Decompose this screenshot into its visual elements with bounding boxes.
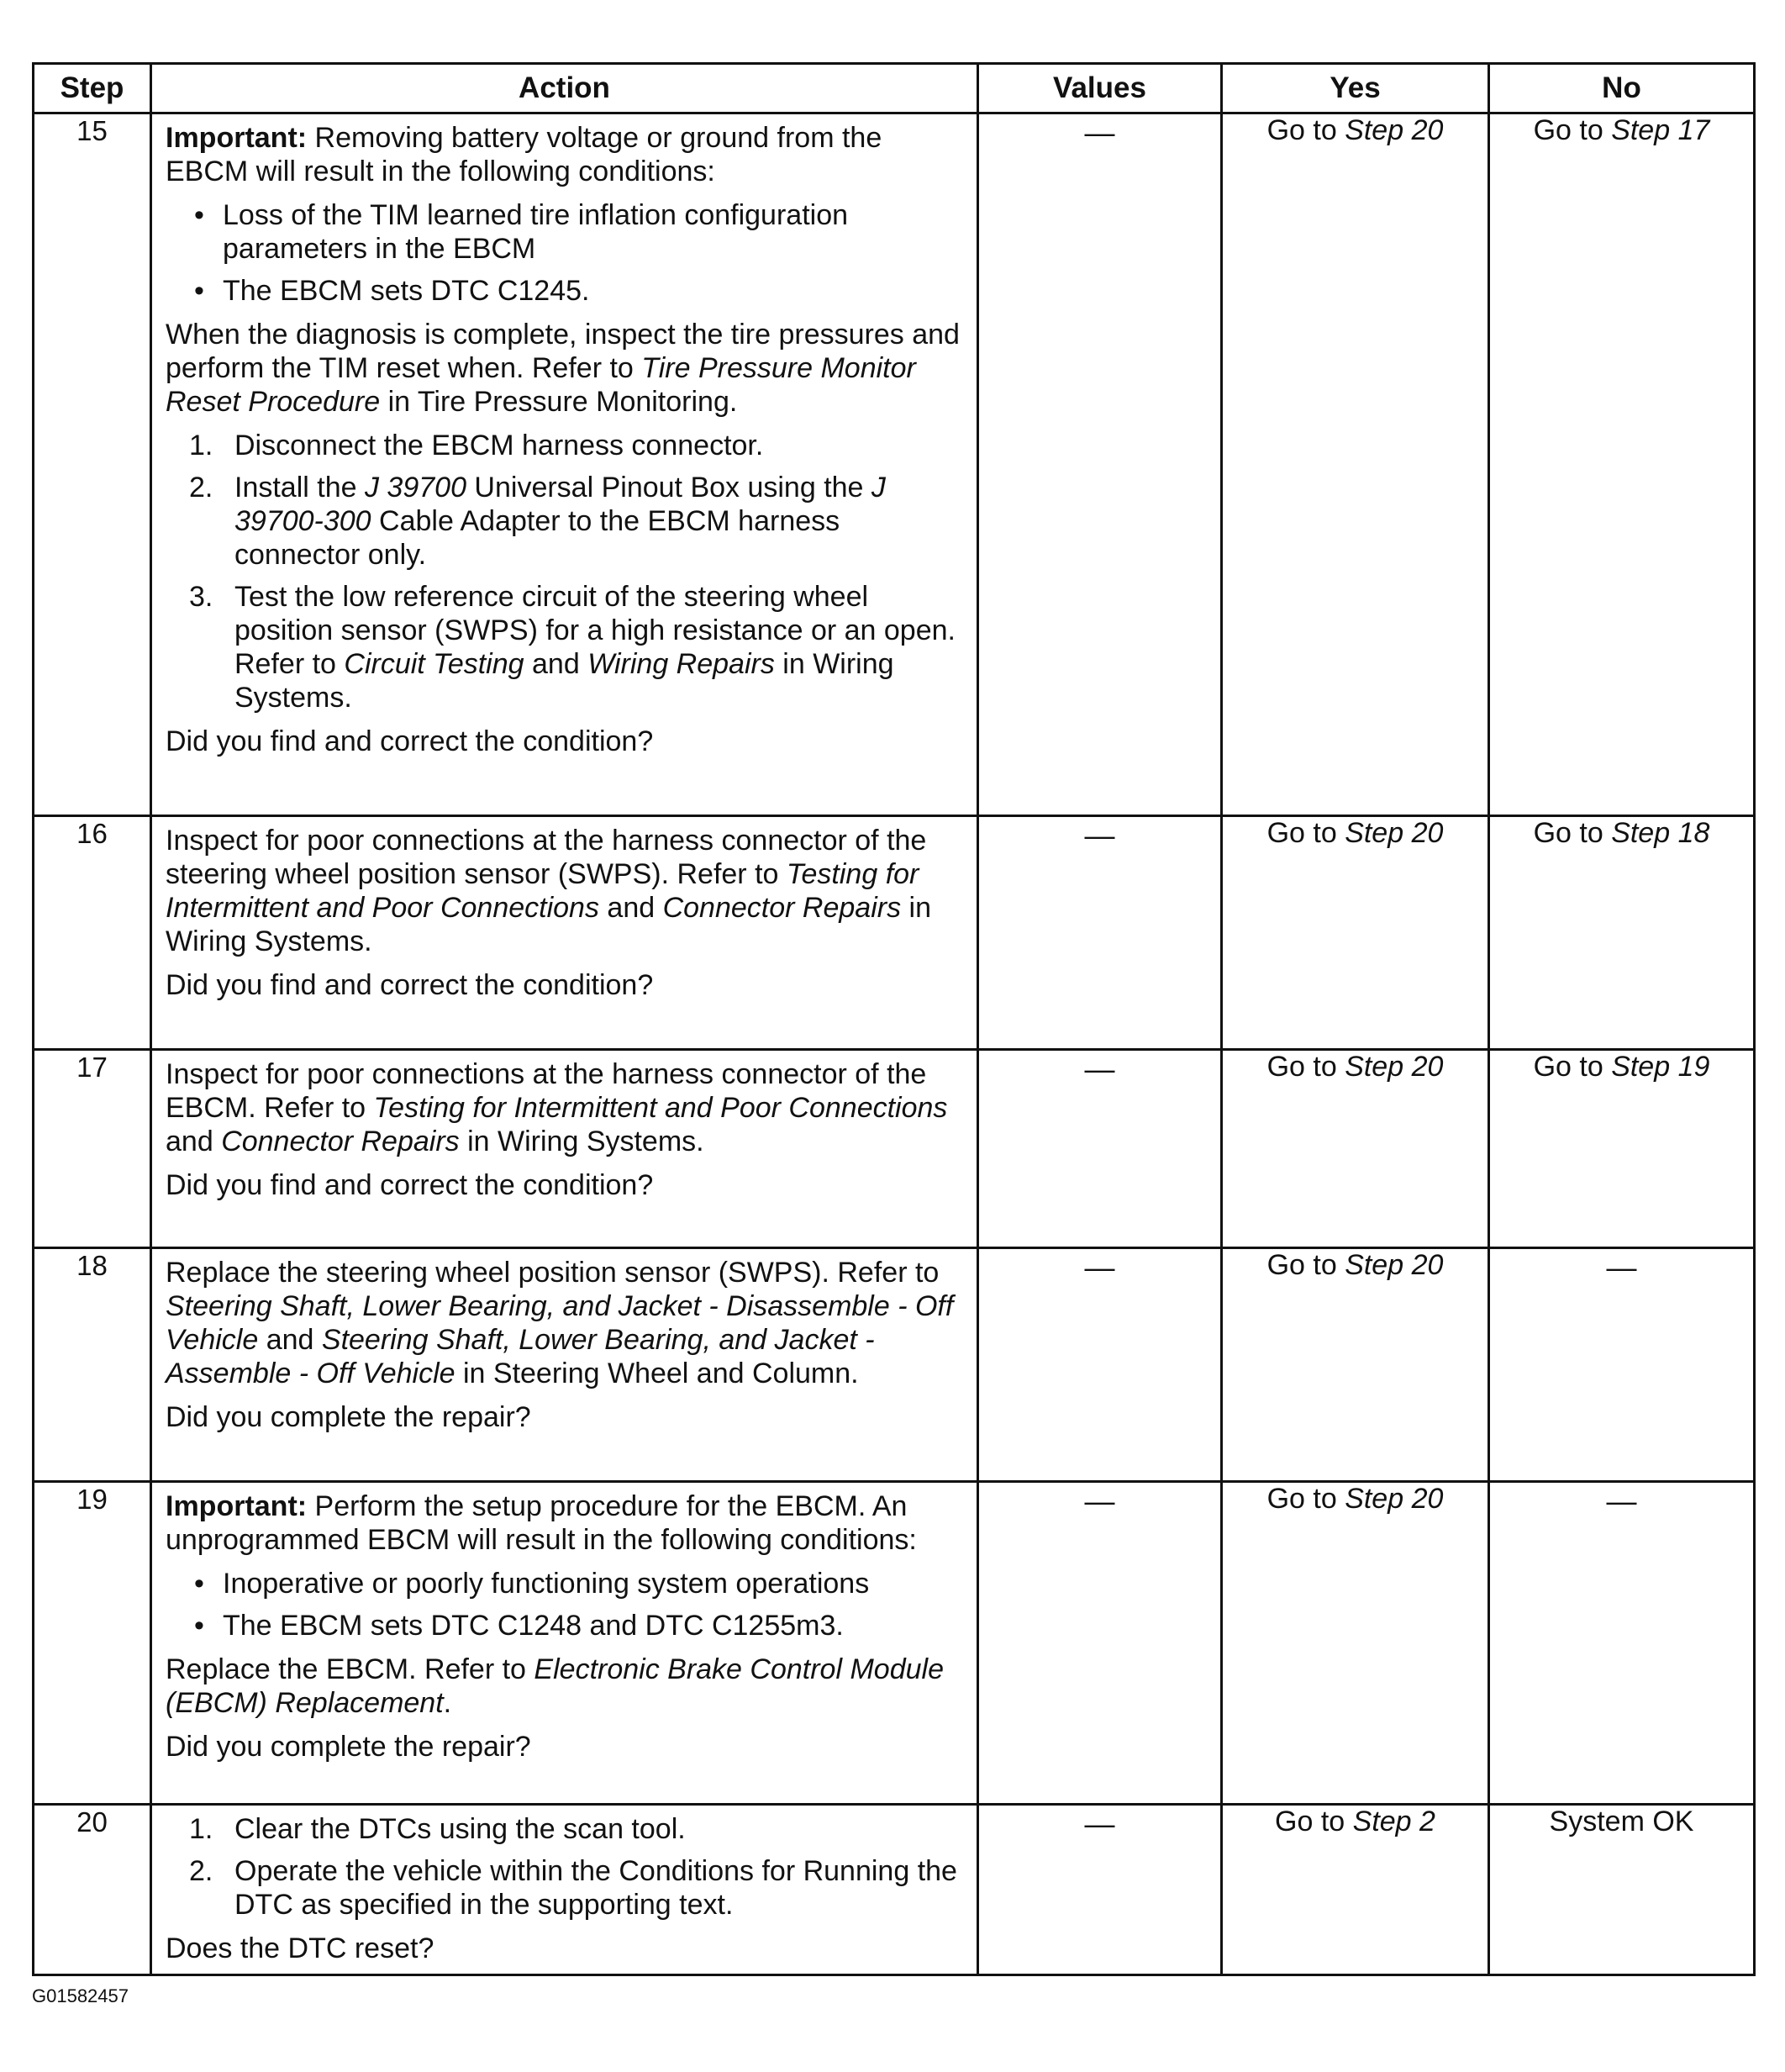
values-cell: — — [978, 1248, 1222, 1482]
action-cell — [151, 816, 978, 1050]
list-item: 1. Disconnect the EBCM harness connector. — [189, 430, 764, 461]
values-cell: — — [978, 1805, 1222, 1975]
action-cell — [151, 1482, 978, 1805]
no-cell: Go to Step 19 — [1489, 1050, 1755, 1248]
paragraph: When the diagnosis is complete, inspect the tire pressures and perform the TIM reset when. Refer to Tire Pressure Monitor Reset Procedure in Tire Pressure Monitoring. — [166, 319, 960, 418]
list-item: 2. Install the J 39700 Universal Pinout Box using the J 39700-300 Cable Adapter to the EBCM harness connector only. — [189, 472, 886, 571]
paragraph: Inspect for poor connections at the harness connector of the steering wheel position sensor (SWPS). Refer to Testing for Intermittent and Poor Connections and Connector Repairs in Wiring Systems. — [166, 825, 931, 957]
step-number: 18 — [34, 1248, 151, 1482]
header-yes: Yes — [1222, 64, 1489, 113]
no-cell: — — [1489, 1482, 1755, 1805]
yes-cell: Go to Step 20 — [1222, 113, 1489, 816]
step-reference: Step 20 — [1345, 1051, 1444, 1083]
values-cell: — — [978, 1050, 1222, 1248]
reference-link: Electronic Brake Control Module (EBCM) Replacement — [166, 1653, 944, 1719]
question: Did you find and correct the condition? — [166, 969, 654, 1001]
yes-cell: Go to Step 20 — [1222, 816, 1489, 1050]
header-values: Values — [978, 64, 1222, 113]
step-number: 19 — [34, 1482, 151, 1805]
step-reference: Step 17 — [1611, 114, 1710, 146]
header-action: Action — [151, 64, 978, 113]
figure-id: G01582457 — [32, 1985, 129, 2006]
tool-name: J 39700-300 — [234, 472, 886, 537]
reference-link: Connector Repairs — [662, 892, 902, 924]
yes-cell: Go to Step 20 — [1222, 1248, 1489, 1482]
paragraph: Replace the steering wheel position sensor (SWPS). Refer to Steering Shaft, Lower Bearing, and Jacket - Disassemble - Off Vehicle and Steering Shaft, Lower Bearing, and Jacket - Assemble - Off Vehicle in Steering Wheel and Column. — [166, 1257, 954, 1389]
reference-link: Steering Shaft, Lower Bearing, and Jacket - Assemble - Off Vehicle — [166, 1324, 875, 1389]
question: Did you find and correct the condition? — [166, 725, 654, 757]
header-no: No — [1489, 64, 1755, 113]
numbered-list — [166, 1812, 963, 1922]
no-cell: System OK — [1489, 1805, 1755, 1975]
paragraph: Replace the EBCM. Refer to Electronic Brake Control Module (EBCM) Replacement. — [166, 1653, 944, 1719]
header-row — [34, 64, 1755, 113]
yes-cell: Go to Step 2 — [1222, 1805, 1489, 1975]
step-number: 16 — [34, 816, 151, 1050]
header-step: Step — [34, 64, 151, 113]
question: Did you find and correct the condition? — [166, 1169, 654, 1201]
no-cell: — — [1489, 1248, 1755, 1482]
diagnostic-table — [32, 62, 1756, 1976]
step-number: 17 — [34, 1050, 151, 1248]
step-reference: Step 20 — [1345, 1483, 1444, 1515]
list-item: • Inoperative or poorly functioning system operations — [166, 1567, 963, 1600]
list-item: • Loss of the TIM learned tire inflation configuration parameters in the EBCM — [166, 198, 963, 266]
table-row — [34, 1805, 1755, 1975]
step-reference: Step 19 — [1611, 1051, 1710, 1083]
bullet-list — [166, 1567, 963, 1642]
important-note: Important: Removing battery voltage or ground from the EBCM will result in the following conditions: — [166, 122, 882, 187]
values-cell: — — [978, 816, 1222, 1050]
step-number: 20 — [34, 1805, 151, 1975]
step-reference: Step 2 — [1352, 1806, 1435, 1837]
paragraph: Inspect for poor connections at the harness connector of the EBCM. Refer to Testing for Intermittent and Poor Connections and Connector Repairs in Wiring Systems. — [166, 1058, 948, 1157]
reference-link: Connector Repairs — [221, 1126, 460, 1157]
yes-cell: Go to Step 20 — [1222, 1050, 1489, 1248]
reference-link: Testing for Intermittent and Poor Connections — [373, 1092, 948, 1124]
question: Did you complete the repair? — [166, 1401, 531, 1433]
yes-cell: Go to Step 20 — [1222, 1482, 1489, 1805]
reference-link: Steering Shaft, Lower Bearing, and Jacket - Disassemble - Off Vehicle — [166, 1290, 954, 1356]
list-item: 1. Clear the DTCs using the scan tool. — [189, 1813, 686, 1845]
numbered-list — [166, 429, 963, 714]
reference-link: Tire Pressure Monitor Reset Procedure — [166, 352, 916, 418]
question: Does the DTC reset? — [166, 1932, 434, 1964]
list-item: 3. Test the low reference circuit of the steering wheel position sensor (SWPS) for a high resistance or an open. Refer to Circuit Testing and Wiring Repairs in Wiring Systems. — [189, 581, 956, 714]
reference-link: Testing for Intermittent and Poor Connections — [166, 858, 919, 924]
list-item: • The EBCM sets DTC C1248 and DTC C1255m3. — [166, 1609, 963, 1642]
table-row — [34, 1248, 1755, 1482]
action-cell — [151, 113, 978, 816]
values-cell: — — [978, 1482, 1222, 1805]
list-item: 2. Operate the vehicle within the Conditions for Running the DTC as specified in the supporting text. — [189, 1855, 957, 1921]
action-cell — [151, 1050, 978, 1248]
list-item: • The EBCM sets DTC C1245. — [166, 274, 963, 308]
question: Did you complete the repair? — [166, 1731, 531, 1763]
step-reference: Step 20 — [1345, 817, 1444, 849]
step-number: 15 — [34, 113, 151, 816]
values-cell: — — [978, 113, 1222, 816]
bullet-list — [166, 198, 963, 308]
table-row — [34, 1050, 1755, 1248]
table-row — [34, 113, 1755, 816]
important-note: Important: Perform the setup procedure for the EBCM. An unprogrammed EBCM will result in the following conditions: — [166, 1490, 917, 1556]
step-reference: Step 18 — [1611, 817, 1710, 849]
no-cell: Go to Step 17 — [1489, 113, 1755, 816]
step-reference: Step 20 — [1345, 114, 1444, 146]
action-cell — [151, 1248, 978, 1482]
no-cell: Go to Step 18 — [1489, 816, 1755, 1050]
table-row — [34, 1482, 1755, 1805]
reference-link: Wiring Repairs — [587, 648, 775, 680]
action-cell — [151, 1805, 978, 1975]
reference-link: Circuit Testing — [344, 648, 524, 680]
step-reference: Step 20 — [1345, 1249, 1444, 1281]
table-row — [34, 816, 1755, 1050]
tool-name: J 39700 — [364, 472, 466, 504]
